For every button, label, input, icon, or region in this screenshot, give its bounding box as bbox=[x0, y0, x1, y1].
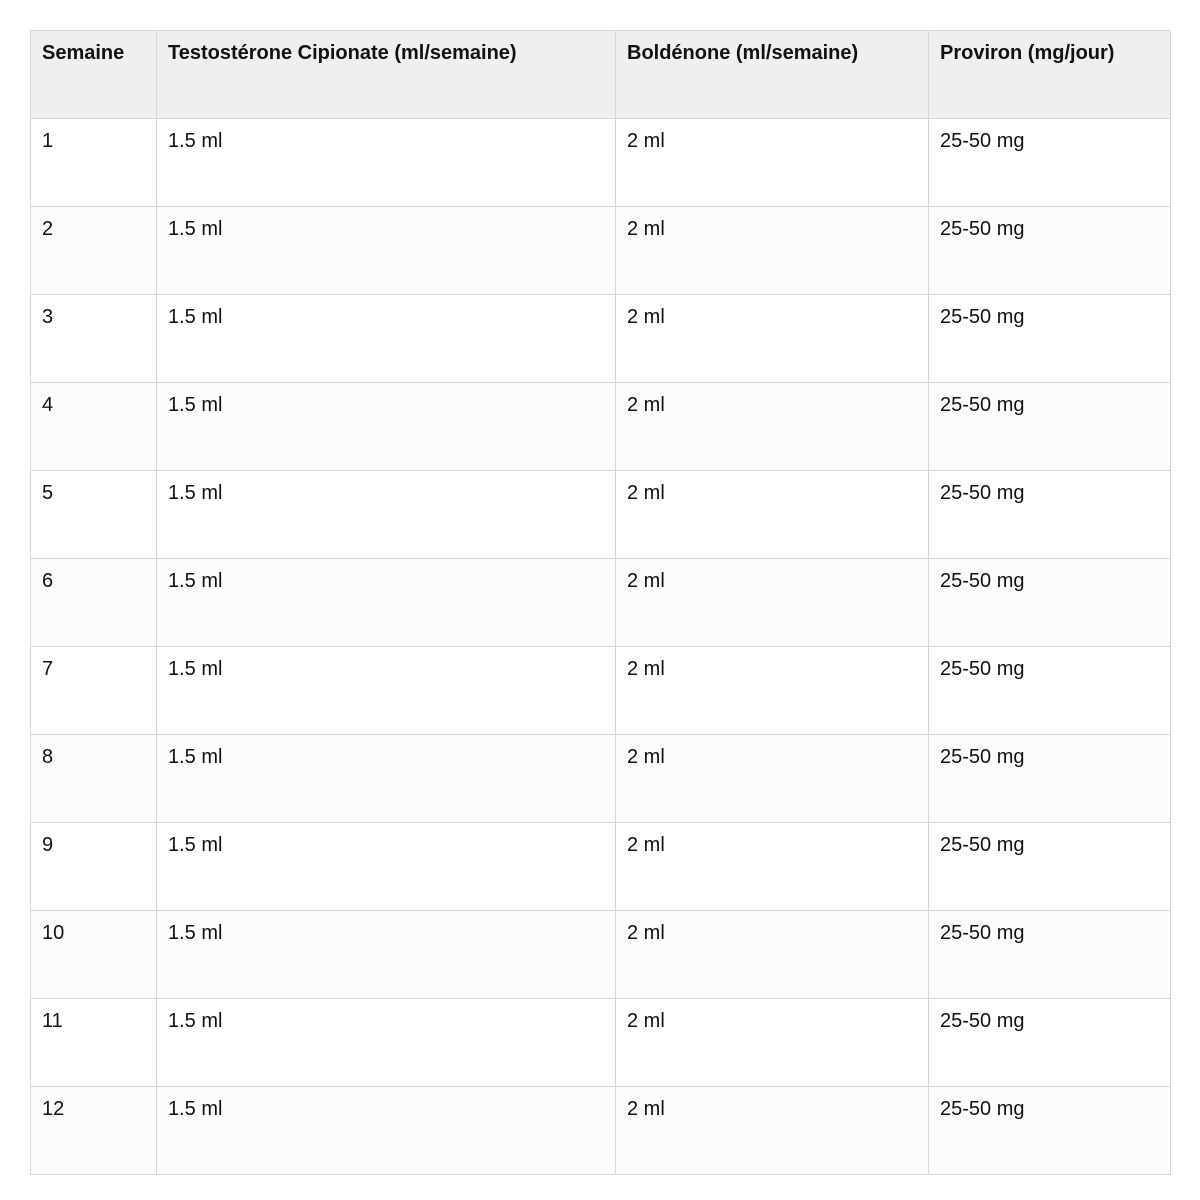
cell-proviron: 25-50 mg bbox=[929, 559, 1171, 647]
header-boldenone: Boldénone (ml/semaine) bbox=[616, 31, 929, 119]
table-row bbox=[31, 559, 1171, 647]
cell-week: 7 bbox=[31, 647, 157, 735]
cell-boldenone: 2 ml bbox=[616, 119, 929, 207]
cell-testosterone: 1.5 ml bbox=[157, 471, 616, 559]
cell-boldenone: 2 ml bbox=[616, 911, 929, 999]
header-testosterone: Testostérone Cipionate (ml/semaine) bbox=[157, 31, 616, 119]
cell-week: 3 bbox=[31, 295, 157, 383]
cell-boldenone: 2 ml bbox=[616, 207, 929, 295]
cell-week: 12 bbox=[31, 1087, 157, 1175]
cell-proviron: 25-50 mg bbox=[929, 119, 1171, 207]
table-row bbox=[31, 823, 1171, 911]
cell-proviron: 25-50 mg bbox=[929, 383, 1171, 471]
cell-testosterone: 1.5 ml bbox=[157, 999, 616, 1087]
cell-week: 5 bbox=[31, 471, 157, 559]
cell-testosterone: 1.5 ml bbox=[157, 207, 616, 295]
cell-testosterone: 1.5 ml bbox=[157, 559, 616, 647]
cell-proviron: 25-50 mg bbox=[929, 207, 1171, 295]
table-row bbox=[31, 647, 1171, 735]
cell-boldenone: 2 ml bbox=[616, 383, 929, 471]
cell-proviron: 25-50 mg bbox=[929, 999, 1171, 1087]
cell-boldenone: 2 ml bbox=[616, 735, 929, 823]
cell-boldenone: 2 ml bbox=[616, 471, 929, 559]
cell-testosterone: 1.5 ml bbox=[157, 295, 616, 383]
table-row bbox=[31, 383, 1171, 471]
table-row bbox=[31, 1087, 1171, 1175]
cell-week: 4 bbox=[31, 383, 157, 471]
cell-testosterone: 1.5 ml bbox=[157, 1087, 616, 1175]
cell-proviron: 25-50 mg bbox=[929, 1087, 1171, 1175]
cell-boldenone: 2 ml bbox=[616, 823, 929, 911]
cell-testosterone: 1.5 ml bbox=[157, 119, 616, 207]
table-row bbox=[31, 471, 1171, 559]
cell-boldenone: 2 ml bbox=[616, 559, 929, 647]
cell-week: 2 bbox=[31, 207, 157, 295]
cell-week: 1 bbox=[31, 119, 157, 207]
table-header bbox=[31, 31, 1171, 119]
table-row bbox=[31, 911, 1171, 999]
cell-testosterone: 1.5 ml bbox=[157, 647, 616, 735]
header-proviron: Proviron (mg/jour) bbox=[929, 31, 1171, 119]
header-semaine: Semaine bbox=[31, 31, 157, 119]
cell-boldenone: 2 ml bbox=[616, 647, 929, 735]
table-row bbox=[31, 999, 1171, 1087]
cell-testosterone: 1.5 ml bbox=[157, 823, 616, 911]
cell-week: 6 bbox=[31, 559, 157, 647]
dosage-table-container bbox=[30, 30, 1170, 1175]
table-row bbox=[31, 207, 1171, 295]
cell-boldenone: 2 ml bbox=[616, 295, 929, 383]
dosage-table bbox=[30, 30, 1171, 1175]
header-row bbox=[31, 31, 1171, 119]
table-row bbox=[31, 735, 1171, 823]
cell-proviron: 25-50 mg bbox=[929, 735, 1171, 823]
table-row bbox=[31, 295, 1171, 383]
cell-week: 9 bbox=[31, 823, 157, 911]
cell-proviron: 25-50 mg bbox=[929, 911, 1171, 999]
cell-testosterone: 1.5 ml bbox=[157, 735, 616, 823]
cell-boldenone: 2 ml bbox=[616, 1087, 929, 1175]
cell-boldenone: 2 ml bbox=[616, 999, 929, 1087]
table-row bbox=[31, 119, 1171, 207]
cell-testosterone: 1.5 ml bbox=[157, 383, 616, 471]
cell-week: 10 bbox=[31, 911, 157, 999]
cell-proviron: 25-50 mg bbox=[929, 295, 1171, 383]
table-body bbox=[31, 119, 1171, 1175]
cell-proviron: 25-50 mg bbox=[929, 823, 1171, 911]
cell-testosterone: 1.5 ml bbox=[157, 911, 616, 999]
cell-proviron: 25-50 mg bbox=[929, 647, 1171, 735]
cell-week: 11 bbox=[31, 999, 157, 1087]
cell-week: 8 bbox=[31, 735, 157, 823]
cell-proviron: 25-50 mg bbox=[929, 471, 1171, 559]
